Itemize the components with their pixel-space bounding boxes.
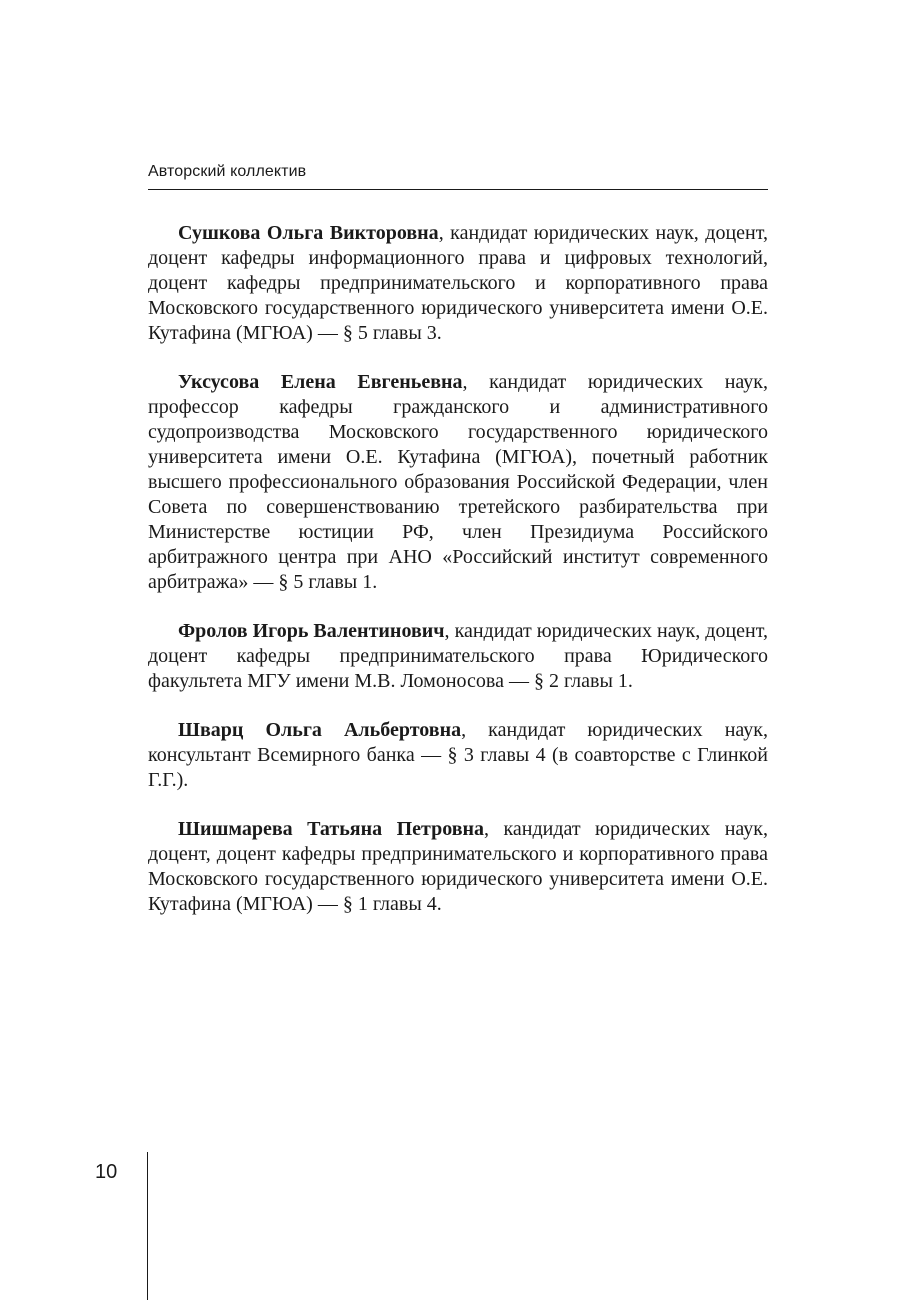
- author-description: , кандидат юридических наук, консультант Всемирного банка — § 3 главы 4 (в соавторстве с Глинкой Г.Г.).: [148, 719, 768, 791]
- author-description: , кандидат юридических наук, доцент, доцент кафедры информационного права и цифровых технологий, доцент кафедры предпринимательского и корпоративного права Московского государственного юридического университета имени О.Е. Кутафина (МГЮА) — § 5 главы 3.: [148, 222, 768, 344]
- author-description: , кандидат юридических наук, доцент, доцент кафедры предпринимательского и корпоративного права Московского государственного юридического университета имени О.Е. Кутафина (МГЮА) — § 1 главы 4.: [148, 818, 768, 915]
- author-entry: [148, 370, 768, 595]
- author-entry: [148, 817, 768, 917]
- author-name: Шишмарева Татьяна Петровна: [178, 818, 485, 840]
- running-title: Авторский коллектив: [148, 163, 307, 180]
- author-name: Фролов Игорь Валентинович: [178, 620, 445, 642]
- margin-divider: [147, 1152, 148, 1300]
- author-name: Шварц Ольга Альбертовна: [178, 719, 462, 741]
- author-description: , кандидат юридических наук, профессор кафедры гражданского и административного судопроизводства Московского государственного юридического университета имени О.Е. Кутафина (МГЮА), почетный работник высшего профессионального образования Российской Федерации, член Совета по совершенствованию третейского разбирательства при Министерстве юстиции РФ, член Президиума Российского арбитражного центра при АНО «Российский институт современного арбитража» — § 5 главы 1.: [148, 371, 768, 593]
- author-entry: [148, 221, 768, 346]
- author-entry: [148, 619, 768, 694]
- page-number: 10: [95, 1161, 118, 1183]
- author-name: Сушкова Ольга Викторовна: [178, 222, 439, 244]
- author-list: [148, 221, 768, 941]
- author-entry: [148, 718, 768, 793]
- author-description: , кандидат юридических наук, доцент, доцент кафедры предпринимательского права Юридического факультета МГУ имени М.В. Ломоносова — § 2 главы 1.: [148, 620, 768, 692]
- author-name: Уксусова Елена Евгеньевна: [178, 371, 463, 393]
- header-divider: [148, 189, 768, 190]
